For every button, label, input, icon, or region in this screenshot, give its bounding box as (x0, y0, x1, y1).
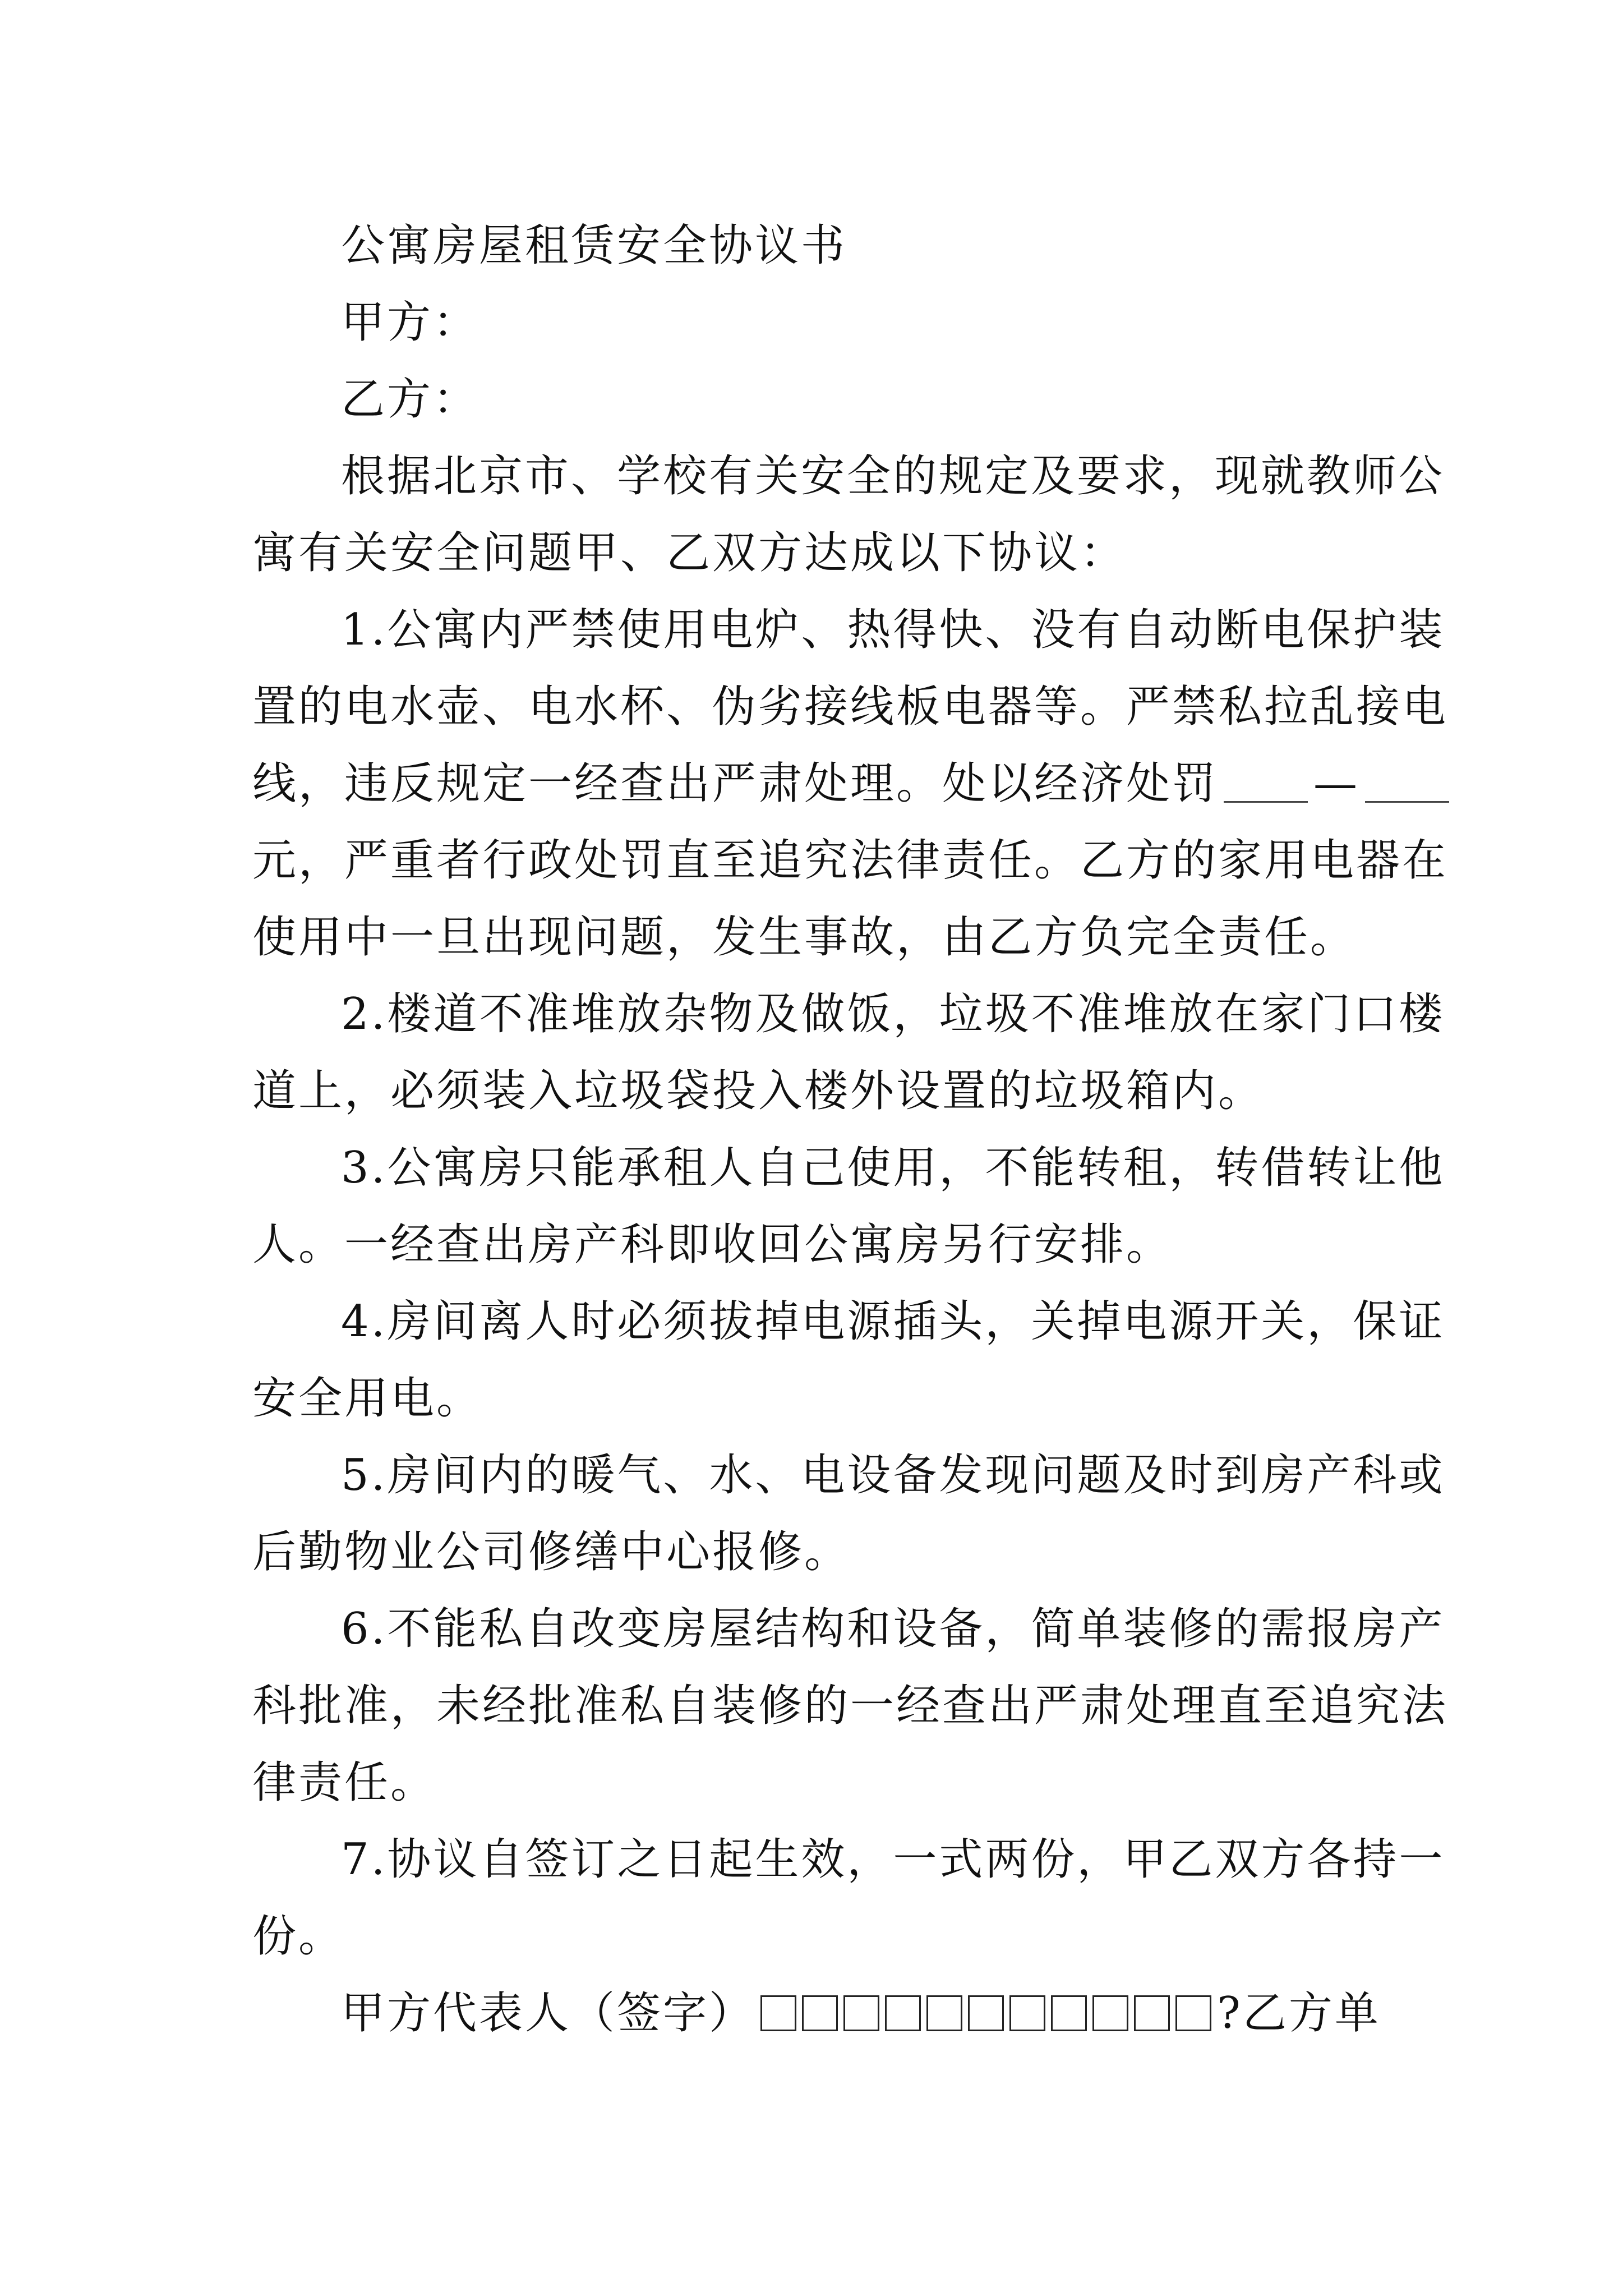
signature-label: 甲方代表人（签字） (341, 1988, 755, 2039)
placeholder-box (843, 1995, 879, 2031)
placeholder-box (1051, 1995, 1087, 2031)
clause-text: 线，违反规定一经查出严肃处理。处以经济处罚 (252, 758, 1219, 809)
placeholder-box (926, 1995, 962, 2031)
paragraph-line: 科批准，未经批准私自装修的一经查出严肃处理直至追究法 (252, 1681, 1449, 1731)
intro-paragraph (252, 438, 1445, 592)
paragraph-line (252, 746, 1385, 822)
paragraph-line: 根据北京市、学校有关安全的规定及要求，现就教师公 (341, 451, 1445, 501)
signature-mid-char: ? (1217, 1988, 1243, 2039)
paragraph-line: 3.公寓房只能承租人自己使用，不能转租，转借转让他 (341, 1143, 1445, 1193)
paragraph-line: 1.公寓内严禁使用电炉、热得快、没有自动断电保护装 (341, 605, 1445, 655)
paragraph-line: 2.楼道不准堆放杂物及做饭，垃圾不准堆放在家门口楼 (341, 989, 1445, 1039)
clause-2 (252, 976, 1445, 1130)
signature-placeholder-boxes (760, 1995, 1211, 2031)
placeholder-box (1092, 1995, 1128, 2031)
placeholder-box (760, 1995, 796, 2031)
party-b-label: 乙方： (341, 374, 479, 425)
placeholder-box (885, 1995, 921, 2031)
placeholder-box (1009, 1995, 1045, 2031)
fine-min-blank (1224, 756, 1308, 803)
party-a-label: 甲方： (341, 297, 479, 348)
paragraph-line: 安全用电。 (252, 1373, 483, 1424)
paragraph-line: 6.不能私自改变房屋结构和设备，简单装修的需报房产 (341, 1604, 1445, 1654)
paragraph-line: 份。 (252, 1911, 345, 1962)
signature-tail: 乙方单 (1242, 1988, 1381, 2039)
placeholder-box (802, 1995, 838, 2031)
paragraph-line: 5.房间内的暖气、水、电设备发现问题及时到房产科或 (341, 1450, 1445, 1501)
fine-max-blank (1365, 756, 1449, 803)
signature-line (252, 1975, 1385, 2052)
paragraph-line: 置的电水壶、电水杯、伪劣接线板电器等。严禁私拉乱接电 (252, 682, 1449, 732)
document-title: 公寓房屋租赁安全协议书 (341, 220, 847, 271)
clause-6 (252, 1591, 1449, 1821)
paragraph-line: 律责任。 (252, 1757, 437, 1808)
paragraph-line: 人。一经查出房产科即收回公寓房另行安排。 (252, 1220, 1173, 1270)
clause-5 (252, 1437, 1445, 1591)
paragraph-line: 寓有关安全问题甲、乙双方达成以下协议： (252, 528, 1127, 578)
paragraph-line: 使用中一旦出现问题，发生事故，由乙方负完全责任。 (252, 912, 1357, 963)
clause-3 (252, 1130, 1445, 1283)
paragraph-line: 后勤物业公司修缮中心报修。 (252, 1527, 851, 1577)
placeholder-box (968, 1995, 1004, 2031)
paragraph-line: 道上，必须装入垃圾袋投入楼外设置的垃圾箱内。 (252, 1066, 1265, 1116)
paragraph-line: 7.协议自签订之日起生效，一式两份，甲乙双方各持一 (341, 1834, 1445, 1885)
placeholder-box (1175, 1995, 1211, 2031)
placeholder-box (1134, 1995, 1170, 2031)
clause-7 (252, 1821, 1445, 1975)
clause-4 (252, 1283, 1445, 1437)
clause-1 (252, 592, 1449, 976)
document-body (252, 208, 1449, 2052)
paragraph-line: 元，严重者行政处罚直至追究法律责任。乙方的家用电器在 (252, 835, 1449, 886)
paragraph-line: 4.房间离人时必须拔掉电源插头，关掉电源开关，保证 (341, 1296, 1445, 1347)
range-dash: — (1313, 758, 1360, 809)
